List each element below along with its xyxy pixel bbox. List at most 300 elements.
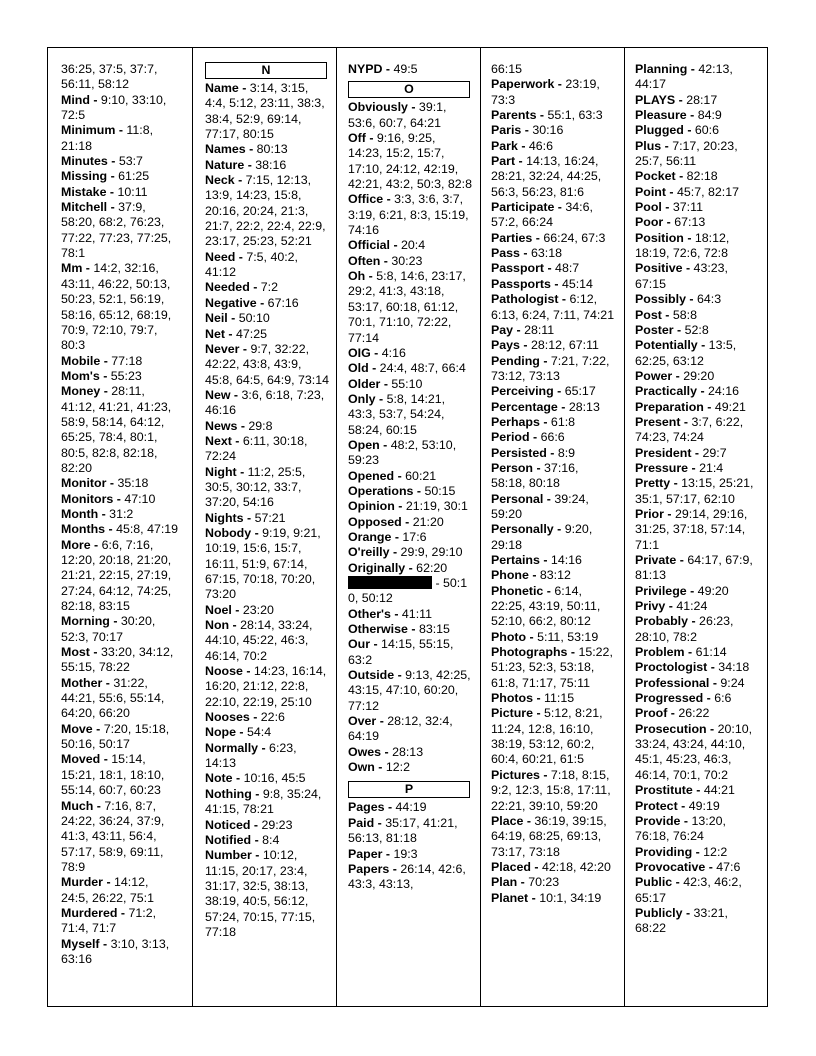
index-entry xyxy=(205,741,329,772)
index-term: Pretty xyxy=(635,476,671,491)
term-separator: - xyxy=(103,875,115,890)
page-line-refs: 62:20 xyxy=(416,560,448,575)
page-line-refs: 9:16, 9:25, 14:23, 15:2, 15:7, 17:10, 24:12, 42:19, 42:21, 43:2, 50:3, 82:8 xyxy=(348,131,473,192)
index-term: Personally xyxy=(491,522,554,537)
index-term: Missing xyxy=(61,169,108,184)
index-entry xyxy=(348,607,472,622)
index-term: Problem xyxy=(635,645,685,660)
page-line-refs: 15:14, 15:21, 18:1, 18:10, 55:14, 60:7, 60:23 xyxy=(61,752,165,798)
term-separator: - xyxy=(89,92,101,107)
page-line-refs: 28:13 xyxy=(392,744,424,759)
term-separator: - xyxy=(394,499,406,514)
index-term: Place xyxy=(491,813,524,828)
page-line-refs: 48:2, 53:10, 59:23 xyxy=(348,437,457,468)
index-term: Opened xyxy=(348,468,395,483)
page-line-refs: 33:20, 34:12, 55:15, 78:22 xyxy=(61,645,174,675)
index-entry xyxy=(348,668,472,714)
page-line-refs: 44:21 xyxy=(703,783,735,798)
index-term: Practically xyxy=(635,384,697,399)
index-term: Oh xyxy=(348,269,366,284)
index-entry xyxy=(635,261,761,292)
term-separator: - xyxy=(106,476,118,491)
index-entry xyxy=(635,584,761,599)
term-separator: - xyxy=(661,307,673,322)
page-line-refs: 8:9 xyxy=(557,445,576,460)
term-separator: - xyxy=(685,292,697,307)
index-term: Participate xyxy=(491,200,555,215)
index-term: Monitors xyxy=(61,491,114,506)
index-term: Possibly xyxy=(635,292,686,307)
term-separator: - xyxy=(117,905,129,920)
index-term: Paris xyxy=(491,123,522,138)
term-separator: - xyxy=(703,691,715,706)
term-separator: - xyxy=(391,529,403,544)
page-line-refs: 77:18 xyxy=(111,353,143,368)
index-term: PLAYS xyxy=(635,92,676,107)
term-separator: - xyxy=(692,783,704,798)
term-separator: - xyxy=(553,384,565,399)
index-entry xyxy=(635,722,761,783)
term-separator: - xyxy=(407,100,419,115)
page-line-refs: 45:8, 47:19 xyxy=(116,522,179,537)
term-separator: - xyxy=(230,387,242,402)
column-divider xyxy=(480,48,481,1006)
index-term: Months xyxy=(61,522,106,537)
page-line-refs: 41:11 xyxy=(401,606,432,621)
index-term: Poster xyxy=(635,322,674,337)
page-line-refs: 7:18, 8:15, 9:2, 12:3, 15:8, 17:11, 22:21, 39:10, 59:20 xyxy=(491,767,611,813)
index-entry xyxy=(491,630,616,645)
term-separator: - xyxy=(532,230,544,245)
index-term: Picture xyxy=(491,706,534,721)
index-entry xyxy=(61,476,179,491)
index-term: O'reilly xyxy=(348,545,390,560)
term-separator: - xyxy=(100,752,112,767)
term-separator: - xyxy=(383,192,395,207)
page-line-refs: 5:11, 53:19 xyxy=(537,629,599,644)
index-entry xyxy=(205,250,329,281)
page-line-refs: 49:20 xyxy=(697,583,729,598)
index-term: Noose xyxy=(205,664,243,679)
page-line-refs: 42:18, 42:20 xyxy=(541,859,611,874)
term-separator: - xyxy=(256,295,268,310)
index-entry xyxy=(491,400,616,415)
index-term: Parents xyxy=(491,108,537,123)
index-term: Privy xyxy=(635,599,666,614)
term-separator: - xyxy=(102,675,114,690)
term-separator: - xyxy=(544,261,556,276)
index-entry xyxy=(491,691,616,706)
index-entry xyxy=(635,706,761,721)
term-separator: - xyxy=(242,664,254,679)
index-entry xyxy=(205,771,329,786)
term-separator: - xyxy=(543,491,555,506)
index-term: Mistake xyxy=(61,184,107,199)
page-line-refs: 10:16, 45:5 xyxy=(243,771,306,786)
term-separator: - xyxy=(237,418,249,433)
page-line-refs: 29:9, 29:10 xyxy=(400,545,463,560)
page-line-refs: 3:10, 3:13, 63:16 xyxy=(61,936,170,966)
index-entry xyxy=(61,62,179,93)
index-term: Myself xyxy=(61,936,100,951)
index-term: Probably xyxy=(635,614,689,629)
term-separator: - xyxy=(99,368,111,383)
index-term: Positive xyxy=(635,261,683,276)
page-line-refs: 20:10, 33:24, 43:24, 44:10, 45:1, 45:23, 46:3, 46:14, 70:1, 70:2 xyxy=(635,721,753,782)
page-line-refs: 7:16, 8:7, 24:22, 36:24, 37:9, 41:3, 43:11, 56:4, 57:17, 58:9, 69:11, 78:9 xyxy=(61,798,165,874)
page-line-refs: 6:6, 7:16, 12:20, 20:18, 21:20, 21:21, 22:15, 27:19, 27:24, 64:12, 74:25, 82:18, 83:15 xyxy=(61,537,172,614)
page-line-refs: 70:23 xyxy=(528,875,560,890)
page-line-refs: 44:19 xyxy=(395,800,427,815)
index-entry xyxy=(635,860,761,875)
term-separator: - xyxy=(249,280,261,295)
page-line-refs: 10:11 xyxy=(117,184,148,199)
page-line-refs: 22:6 xyxy=(260,710,285,725)
page-line-refs: 9:13, 42:25, 43:15, 47:10, 60:20, 77:12 xyxy=(348,668,471,713)
index-term: Nope xyxy=(205,725,236,740)
index-term: Pass xyxy=(491,246,520,261)
index-entry xyxy=(491,415,616,430)
page-line-refs: 13:20, 76:18, 76:24 xyxy=(635,813,726,844)
term-separator: - xyxy=(245,142,257,157)
letter-header-p: P xyxy=(348,781,470,798)
index-term: Mm xyxy=(61,261,83,276)
page-line-refs: 6:11, 30:18, 72:24 xyxy=(205,433,308,464)
index-entry xyxy=(348,392,472,438)
page-line-refs: 35:18 xyxy=(117,476,149,491)
index-term: Move xyxy=(61,721,93,736)
term-separator: - xyxy=(251,786,263,801)
index-entry xyxy=(635,308,761,323)
index-entry xyxy=(205,158,329,173)
index-entry xyxy=(348,499,472,514)
index-entry xyxy=(61,369,179,384)
index-term: Pictures xyxy=(491,767,540,782)
index-term: Old xyxy=(348,361,369,376)
page-line-refs: 24:16 xyxy=(708,384,740,399)
index-entry xyxy=(61,799,179,876)
term-separator: - xyxy=(539,767,551,782)
index-entry xyxy=(491,62,616,77)
term-separator: - xyxy=(244,157,256,172)
page-line-refs: 61:25 xyxy=(118,169,150,184)
index-term: Proctologist xyxy=(635,660,708,675)
page-line-refs: 21:4 xyxy=(699,460,724,475)
page-line-refs: 83:15 xyxy=(418,622,450,637)
index-term: Passports xyxy=(491,276,551,291)
term-separator: - xyxy=(98,506,110,521)
index-entry xyxy=(205,848,329,940)
index-term: Moved xyxy=(61,752,101,767)
index-term: Pays xyxy=(491,338,520,353)
index-entry xyxy=(491,645,616,691)
page-line-refs: 35:17, 41:21, 56:13, 81:18 xyxy=(348,815,458,846)
term-separator: - xyxy=(251,832,263,847)
index-term: New xyxy=(205,387,231,402)
page-line-refs: 19:3 xyxy=(393,846,418,861)
page-line-refs: 29:23 xyxy=(261,817,293,832)
index-entry xyxy=(491,584,616,630)
index-entry xyxy=(61,93,179,124)
index-entry xyxy=(635,62,761,93)
term-separator: - xyxy=(93,798,105,813)
index-entry xyxy=(635,369,761,384)
index-term: Open xyxy=(348,437,380,452)
index-entry xyxy=(491,492,616,523)
term-separator: - xyxy=(106,184,118,199)
page-line-refs: 33:21, 68:22 xyxy=(635,905,728,936)
index-term: Placed xyxy=(491,859,531,874)
page-line-refs: 28:12, 32:4, 64:19 xyxy=(348,714,453,744)
page-line-refs: 39:24, 59:20 xyxy=(491,491,589,521)
term-separator: - xyxy=(380,253,392,268)
term-separator: - xyxy=(92,721,104,736)
index-entry xyxy=(61,154,179,169)
index-entry xyxy=(348,561,472,576)
page-line-refs: 37:9, 58:20, 68:2, 76:23, 77:22, 77:23, 77:25, 78:1 xyxy=(61,200,172,261)
term-separator: - xyxy=(89,645,101,660)
index-entry xyxy=(491,384,616,399)
index-entry xyxy=(491,139,616,154)
term-separator: - xyxy=(684,645,696,660)
index-entry xyxy=(61,507,179,522)
term-separator: - xyxy=(528,890,540,905)
index-entry xyxy=(348,760,472,775)
term-separator: - xyxy=(688,614,700,629)
term-separator: - xyxy=(380,376,392,391)
page-line-refs: 49:5 xyxy=(393,62,418,76)
index-entry xyxy=(635,93,761,108)
index-entry xyxy=(635,553,761,584)
index-term: Neck xyxy=(205,173,235,188)
index-entry xyxy=(348,62,472,77)
index-term: Publicly xyxy=(635,905,683,920)
term-separator: - xyxy=(546,445,558,460)
index-term: Negative xyxy=(205,295,257,310)
index-term: Perhaps xyxy=(491,414,540,429)
term-separator: - xyxy=(99,936,111,951)
term-separator: - xyxy=(707,660,719,675)
page-line-refs: 28:17 xyxy=(686,92,718,107)
index-term: Off xyxy=(348,131,366,146)
column-divider xyxy=(624,48,625,1006)
index-frame xyxy=(47,47,768,1007)
index-term: Planet xyxy=(491,890,529,905)
page-line-refs: 24:4, 48:7, 66:4 xyxy=(379,361,466,376)
page-line-refs: 7:5, 40:2, 41:12 xyxy=(205,249,298,280)
term-separator: - xyxy=(554,200,566,215)
index-entry xyxy=(491,891,616,906)
page-line-refs: 8:4 xyxy=(262,832,280,847)
index-term: Over xyxy=(348,714,377,729)
page-line-refs: 6:6 xyxy=(714,691,732,706)
index-term: Opinion xyxy=(348,499,395,514)
term-separator: - xyxy=(401,514,413,529)
index-entry xyxy=(61,123,179,154)
term-separator: - xyxy=(251,525,263,540)
index-entry xyxy=(635,660,761,675)
page-line-refs: 61:8 xyxy=(550,414,576,429)
page-line-refs: 7:15, 12:13, 13:9, 14:23, 15:8, 20:16, 20:24, 21:3, 21:7, 22:2, 22:4, 22:9, 23:17, 25:23, 52:21 xyxy=(205,173,326,249)
page-line-refs: 29:20 xyxy=(683,368,715,383)
page-line-refs: 45:14 xyxy=(561,276,593,291)
term-separator: - xyxy=(374,815,386,830)
index-entry xyxy=(491,338,616,353)
term-separator: - xyxy=(676,553,688,567)
page-line-refs: 47:10 xyxy=(124,491,156,506)
index-entry xyxy=(205,618,329,664)
index-term: Operations xyxy=(348,483,414,498)
term-separator: - xyxy=(670,476,682,491)
term-separator: - xyxy=(243,510,255,525)
page-line-refs: 42:13, 44:17 xyxy=(635,62,733,92)
index-term: Public xyxy=(635,875,673,890)
index-term: Potentially xyxy=(635,338,698,353)
page-line-refs: 29:7 xyxy=(702,445,727,460)
index-entry xyxy=(205,280,329,295)
page-line-refs: 48:7 xyxy=(555,261,580,276)
index-entry xyxy=(491,522,616,553)
index-term: Mitchell xyxy=(61,200,108,215)
page-line-refs: 66:6 xyxy=(540,430,565,445)
page-line-refs: 43:23, 67:15 xyxy=(635,261,728,291)
index-entry xyxy=(205,142,329,157)
index-term: Privilege xyxy=(635,583,687,598)
index-entry xyxy=(635,185,761,200)
index-term: Paper xyxy=(348,846,383,861)
index-entry xyxy=(61,906,179,937)
index-term: Month xyxy=(61,506,99,521)
page-line-refs: 49:19 xyxy=(688,798,720,813)
page-line-refs: 36:25, 37:5, 37:7, 56:11, 58:12 xyxy=(61,62,158,92)
index-term: Pages xyxy=(348,800,385,815)
term-separator: - xyxy=(365,269,377,284)
term-separator: - xyxy=(543,583,555,598)
index-entry xyxy=(348,192,472,238)
index-entry xyxy=(348,238,472,253)
index-term: Owes xyxy=(348,744,382,759)
index-term: Paid xyxy=(348,815,375,830)
page-line-refs: 83:12 xyxy=(539,568,571,583)
page-line-refs: 46:6 xyxy=(528,138,554,153)
page-line-refs: 64:17, 67:9, 81:13 xyxy=(635,553,753,583)
redacted-entry-refs-cont: 0, 50:12 xyxy=(348,591,393,606)
term-separator: - xyxy=(673,322,685,337)
term-separator: - xyxy=(517,875,529,890)
index-term: Orange xyxy=(348,529,392,544)
page-line-refs: 7:20, 15:18, 50:16, 50:17 xyxy=(61,721,170,752)
index-entry xyxy=(635,814,761,845)
index-term: Prosecution xyxy=(635,721,707,736)
page-line-refs: 5:8, 14:21, 43:3, 53:7, 54:24, 58:24, 60:15 xyxy=(348,391,446,437)
index-entry xyxy=(348,469,472,484)
term-separator: - xyxy=(553,522,565,537)
page-line-refs: 29:14, 29:16, 31:25, 37:18, 57:14, 71:1 xyxy=(635,506,748,552)
index-entry xyxy=(491,123,616,138)
page-line-refs: 5:12, 8:21, 11:24, 12:8, 16:10, 38:19, 53:12, 60:2, 60:4, 60:21, 61:5 xyxy=(491,706,603,767)
page-line-refs: 9:8, 35:24, 41:15, 78:21 xyxy=(205,786,322,817)
page-line-refs: 9:19, 9:21, 10:19, 15:6, 15:7, 16:11, 51:9, 67:14, 67:15, 70:18, 70:20, 73:20 xyxy=(205,525,321,602)
index-term: Number xyxy=(205,848,252,863)
index-entry xyxy=(348,254,472,269)
index-term: Pool xyxy=(635,200,662,215)
index-term: Present xyxy=(635,414,681,429)
index-entry xyxy=(635,338,761,369)
term-separator: - xyxy=(661,200,673,215)
index-term: Pertains xyxy=(491,553,540,567)
term-separator: - xyxy=(530,859,542,874)
page-line-refs: 30:20, 52:3, 70:17 xyxy=(61,614,156,644)
page-line-refs: 14:13, 16:24, 28:21, 32:24, 44:25, 56:3, 56:23, 81:6 xyxy=(491,154,602,199)
index-entry xyxy=(348,515,472,530)
index-entry xyxy=(348,545,472,560)
term-separator: - xyxy=(682,261,694,276)
index-entry xyxy=(61,614,179,645)
index-entry xyxy=(348,800,472,815)
index-entry xyxy=(491,323,616,338)
index-term: Perceiving xyxy=(491,384,554,399)
index-term: Originally xyxy=(348,560,406,575)
page-line-refs: 23:20 xyxy=(242,602,274,617)
index-entry xyxy=(635,599,761,614)
page-line-refs: 7:21, 7:22, 73:12, 73:13 xyxy=(491,353,610,383)
index-term: Own xyxy=(348,760,375,775)
index-term: Persisted xyxy=(491,445,547,460)
index-term: Pocket xyxy=(635,169,676,184)
index-term: Notified xyxy=(205,832,252,847)
term-separator: - xyxy=(235,249,247,264)
index-entry xyxy=(635,231,761,262)
page-line-refs: 34:18 xyxy=(718,660,750,675)
page-line-refs: 47:6 xyxy=(716,859,741,874)
term-separator: - xyxy=(382,62,394,76)
index-term: Nobody xyxy=(205,525,252,540)
term-separator: - xyxy=(231,433,243,448)
term-separator: - xyxy=(682,905,694,920)
index-term: Need xyxy=(205,249,236,264)
index-term: Plugged xyxy=(635,123,684,138)
page-line-refs: 31:22, 44:21, 55:6, 55:14, 64:20, 66:20 xyxy=(61,675,165,721)
index-term: Night xyxy=(205,464,237,479)
page-line-refs: 11:15 xyxy=(544,691,575,706)
term-separator: - xyxy=(709,675,721,690)
term-separator: - xyxy=(686,583,698,598)
index-term: Phone xyxy=(491,568,529,583)
index-term: Outside xyxy=(348,668,395,683)
page-line-refs: 65:17 xyxy=(564,384,596,399)
index-entry xyxy=(348,530,472,545)
term-separator: - xyxy=(407,622,419,637)
term-separator: - xyxy=(521,123,533,138)
page-line-refs: 42:3, 46:2, 65:17 xyxy=(635,875,742,905)
redaction-bar xyxy=(348,576,432,589)
index-term: Progressed xyxy=(635,691,704,706)
term-separator: - xyxy=(251,848,263,863)
page-line-refs: 55:10 xyxy=(391,376,423,391)
page-line-refs: 14:23, 16:14, 16:20, 21:12, 22:8, 22:10, 22:19, 25:10 xyxy=(205,664,327,709)
page-line-refs: 26:22 xyxy=(678,706,710,721)
index-term: Often xyxy=(348,253,381,268)
term-separator: - xyxy=(229,618,241,633)
term-separator: - xyxy=(539,353,551,368)
term-separator: - xyxy=(697,338,709,353)
index-entry xyxy=(61,384,179,476)
index-term: Obviously xyxy=(348,100,408,115)
index-term: Private xyxy=(635,553,677,567)
index-entry xyxy=(348,361,472,376)
index-term: Pending xyxy=(491,353,540,368)
index-entry xyxy=(205,710,329,725)
